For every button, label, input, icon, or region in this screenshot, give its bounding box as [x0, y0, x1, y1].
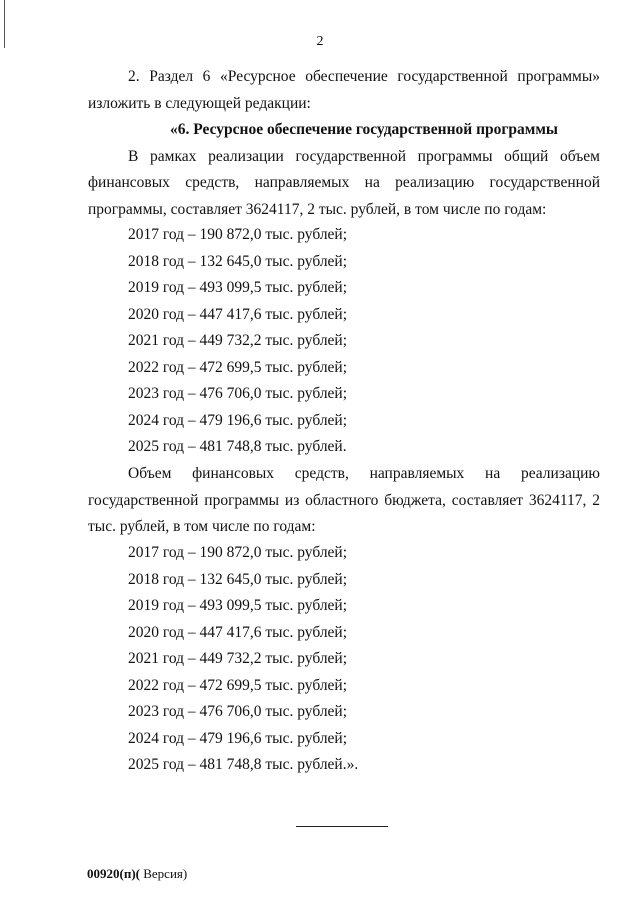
regional-budget-paragraph: Объем финансовых средств, направляемых на реализацию государственной программы из областного бюджета, составляет 3624117, 2 тыс. рублей, в том числе по годам:	[88, 465, 600, 535]
document-code-version: Версия)	[139, 866, 188, 881]
year-line-2025: 2025 год – 481 748,8 тыс. рублей.	[128, 438, 347, 455]
year-line-2017: 2017 год – 190 872,0 тыс. рублей;	[128, 226, 348, 243]
regional-year-line-2024: 2024 год – 479 196,6 тыс. рублей;	[128, 729, 348, 747]
regional-year-line-2023: 2023 год – 476 706,0 тыс. рублей;	[128, 703, 348, 720]
yearly-funding-list-regional	[88, 540, 600, 779]
year-line-2019: 2019 год – 493 099,5 тыс. рублей;	[128, 279, 348, 296]
year-line-2023: 2023 год – 476 706,0 тыс. рублей;	[128, 385, 348, 402]
regional-year-line-2021: 2021 год – 449 732,2 тыс. рублей;	[128, 650, 348, 667]
separator-line	[296, 826, 388, 827]
funding-total-paragraph: В рамках реализации государственной программы общий объем финансовых средств, направляемых на реализацию государственной программы, составляет 3624117, 2 тыс. рублей, в том числе по годам:	[88, 147, 600, 218]
document-code-bold: 00920(п)(	[87, 866, 140, 881]
document-code	[87, 866, 187, 882]
section-heading: «6. Ресурсное обеспечение государственной программы	[170, 121, 558, 138]
year-line-2020: 2020 год – 447 417,6 тыс. рублей;	[128, 305, 348, 323]
page-number: 2	[316, 34, 324, 49]
year-line-2018: 2018 год – 132 645,0 тыс. рублей;	[128, 252, 348, 270]
regional-year-line-2025: 2025 год – 481 748,8 тыс. рублей.».	[128, 756, 359, 773]
year-line-2021: 2021 год – 449 732,2 тыс. рублей;	[128, 332, 348, 349]
year-line-2024: 2024 год – 479 196,6 тыс. рублей;	[128, 411, 348, 429]
regional-year-line-2020: 2020 год – 447 417,6 тыс. рублей;	[128, 623, 348, 641]
regional-year-line-2019: 2019 год – 493 099,5 тыс. рублей;	[128, 597, 348, 614]
intro-paragraph: 2. Раздел 6 «Ресурсное обеспечение государственной программы» изложить в следующей редакции:	[88, 68, 600, 112]
regional-budget-block	[88, 461, 600, 541]
intro-block	[88, 64, 600, 223]
yearly-funding-list-total	[88, 222, 600, 461]
regional-year-line-2022: 2022 год – 472 699,5 тыс. рублей;	[128, 676, 348, 694]
regional-year-line-2018: 2018 год – 132 645,0 тыс. рублей;	[128, 570, 348, 588]
year-line-2022: 2022 год – 472 699,5 тыс. рублей;	[128, 358, 348, 376]
regional-year-line-2017: 2017 год – 190 872,0 тыс. рублей;	[128, 544, 348, 561]
